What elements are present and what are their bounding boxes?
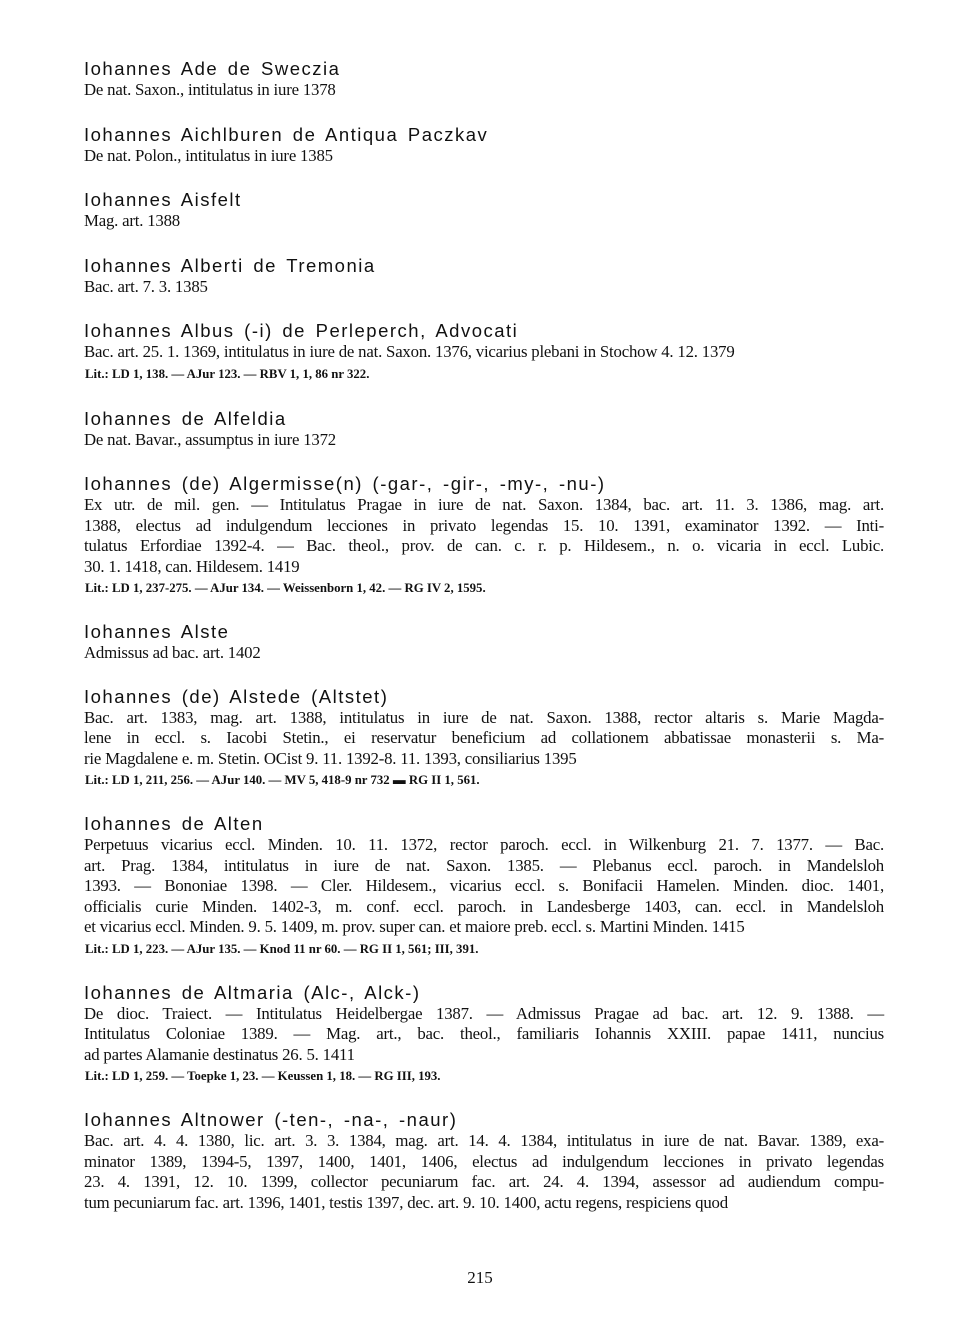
register-entry: [84, 189, 884, 232]
entry-text-line: art. Prag. 1384, intitulatus in iure de nat. Saxon. 1385. — Plebanus eccl. paroch. in Mandelsloh: [84, 855, 884, 875]
entry-text-line: Bac. art. 25. 1. 1369, intitulatus in iure de nat. Saxon. 1376, vicarius plebani in Stochow 4. 12. 1379: [84, 342, 735, 361]
register-entry: [84, 982, 884, 1088]
entry-text-line: Admissus ad bac. art. 1402: [84, 643, 261, 662]
entry-name: Iohannes (de) Alstede (Altstet): [84, 685, 389, 707]
entry-name: Iohannes de Alfeldia: [84, 407, 287, 429]
entry-body: [84, 495, 884, 577]
entry-text-line: Bac. art. 4. 4. 1380, lic. art. 3. 3. 1384, mag. art. 14. 4. 1384, intitulatus in iure de nat. Bavar. 1389, exa-: [84, 1131, 884, 1150]
entry-text-line: et vicarius eccl. Minden. 9. 5. 1409, m. prov. super can. et maiore preb. eccl. s. Martini Minden. 1415: [84, 917, 745, 936]
entry-name: Iohannes (de) Algermisse(n) (-gar-, -gir-, -my-, -nu-): [84, 473, 606, 494]
register-entry: [84, 1109, 884, 1213]
entry-text-line: De dioc. Traiect. — Intitulatus Heidelbergae 1387. — Admissus Pragae ad bac. art. 12. 9. 1388. —: [84, 1003, 884, 1023]
entry-text-line: De nat. Saxon., intitulatus in iure 1378: [84, 80, 336, 99]
entry-text-line: 1388, electus ad indulgendum lecciones in privato legendas 15. 10. 1391, examinator 1392. — Inti-: [84, 515, 884, 535]
page-number: 215: [467, 1268, 493, 1287]
register-entry: [84, 686, 884, 792]
entry-literature: Lit.: LD 1, 223. — AJur 135. — Knod 11 nr 60. — RG II 1, 561; III, 391.: [85, 941, 479, 956]
register-entry: [84, 255, 884, 298]
entry-name: Iohannes Aisfelt: [84, 189, 242, 210]
entry-name: Iohannes Altnower (-ten-, -na-, -naur): [84, 1109, 458, 1130]
entry-body: [84, 708, 884, 770]
entry-literature: Lit.: LD 1, 211, 256. — AJur 140. — MV 5, 418-9 nr 732 ▬ RG II 1, 561.: [85, 773, 480, 787]
entry-body: [84, 1131, 884, 1213]
entry-text-line: Ex utr. de mil. gen. — Intitulatus Pragae in iure de nat. Saxon. 1384, bac. art. 11. 3. 1386, mag. art.: [84, 495, 884, 514]
register-entry: [84, 124, 884, 167]
entry-name: Iohannes de Alten: [84, 813, 264, 834]
entry-text-line: rie Magdalene e. m. Stetin. OCist 9. 11. 1392-8. 11. 1393, consiliarius 1395: [84, 748, 577, 768]
entry-body: [84, 80, 884, 101]
entry-body: [84, 835, 884, 938]
entry-name: Iohannes Aichlburen de Antiqua Paczkav: [84, 123, 489, 145]
entry-text-line: 1393. — Bononiae 1398. — Cler. Hildesem., vicarius eccl. s. Bonifacii Hamelen. Minden. dioc. 1401,: [84, 876, 884, 895]
entry-name: Iohannes Albus (-i) de Perleperch, Advocati: [84, 320, 519, 341]
entry-text-line: ad partes Alamanie destinatus 26. 5. 1411: [84, 1044, 355, 1064]
entry-text-line: Mag. art. 1388: [84, 211, 181, 230]
entry-text-line: lene in eccl. s. Iacobi Stetin., ei reservatur beneficium ad collationem abbatissae monasterii s. Ma-: [84, 728, 884, 747]
entry-text-line: De nat. Polon., intitulatus in iure 1385: [84, 145, 333, 165]
entry-text-line: Perpetuus vicarius eccl. Minden. 10. 11. 1372, rector paroch. eccl. in Wilkenburg 21. 7. 1377. — Bac.: [84, 835, 884, 854]
entry-list: [84, 58, 884, 1213]
entry-body: [84, 1004, 884, 1066]
entry-text-line: Bac. art. 1383, mag. art. 1388, intitulatus in iure de nat. Saxon. 1388, rector altaris s. Marie Magda-: [84, 707, 884, 727]
entry-body: [84, 277, 884, 298]
entry-text-line: officialis curie Minden. 1402-3, m. conf. eccl. paroch. in Landesberge 1403, can. eccl. in Mandelsloh: [84, 896, 884, 916]
entry-name: Iohannes Ade de Sweczia: [84, 58, 341, 79]
entry-body: [84, 146, 884, 167]
entry-body: [84, 430, 884, 451]
register-entry: [84, 473, 884, 599]
entry-text-line: tulatus Erfordiae 1392-4. — Bac. theol., prov. de can. c. r. p. Hildesem., n. o. vicaria in eccl. Lubic.: [84, 536, 884, 555]
entry-name: Iohannes Alberti de Tremonia: [84, 254, 376, 276]
entry-text-line: 23. 4. 1391, 12. 10. 1399, collector pecuniarum fac. art. 24. 4. 1394, assessor ad audiendum compu-: [84, 1172, 884, 1191]
entry-body: [84, 342, 884, 363]
register-entry: [84, 320, 884, 385]
entry-name: Iohannes Alste: [84, 621, 230, 642]
entry-body: [84, 643, 884, 664]
entry-text-line: Intitulatus Coloniae 1389. — Mag. art., bac. theol., familiaris Iohannis XXIII. papae 1411, nuncius: [84, 1024, 884, 1043]
register-entry: [84, 621, 884, 664]
register-page: [84, 58, 884, 1235]
entry-text-line: De nat. Bavar., assumptus in iure 1372: [84, 429, 337, 449]
entry-text-line: Bac. art. 7. 3. 1385: [84, 276, 208, 296]
entry-literature: Lit.: LD 1, 138. — AJur 123. — RBV 1, 1, 86 nr 322.: [85, 366, 370, 381]
entry-text-line: minator 1389, 1394-5, 1397, 1400, 1401, 1406, electus ad indulgendum lecciones in privato legendas: [84, 1151, 884, 1171]
entry-literature: Lit.: LD 1, 259. — Toepke 1, 23. — Keussen 1, 18. — RG III, 193.: [85, 1069, 441, 1083]
register-entry: [84, 813, 884, 960]
register-entry: [84, 58, 884, 101]
entry-text-line: 30. 1. 1418, can. Hildesem. 1419: [84, 556, 300, 576]
register-entry: [84, 408, 884, 451]
entry-body: [84, 211, 884, 232]
entry-text-line: tum pecuniarum fac. art. 1396, 1401, testis 1397, dec. art. 9. 10. 1400, actu regens, respiciens quod: [84, 1192, 728, 1212]
entry-literature: Lit.: LD 1, 237-275. — AJur 134. — Weissenborn 1, 42. — RG IV 2, 1595.: [85, 581, 486, 595]
entry-name: Iohannes de Altmaria (Alc-, Alck-): [84, 981, 421, 1003]
